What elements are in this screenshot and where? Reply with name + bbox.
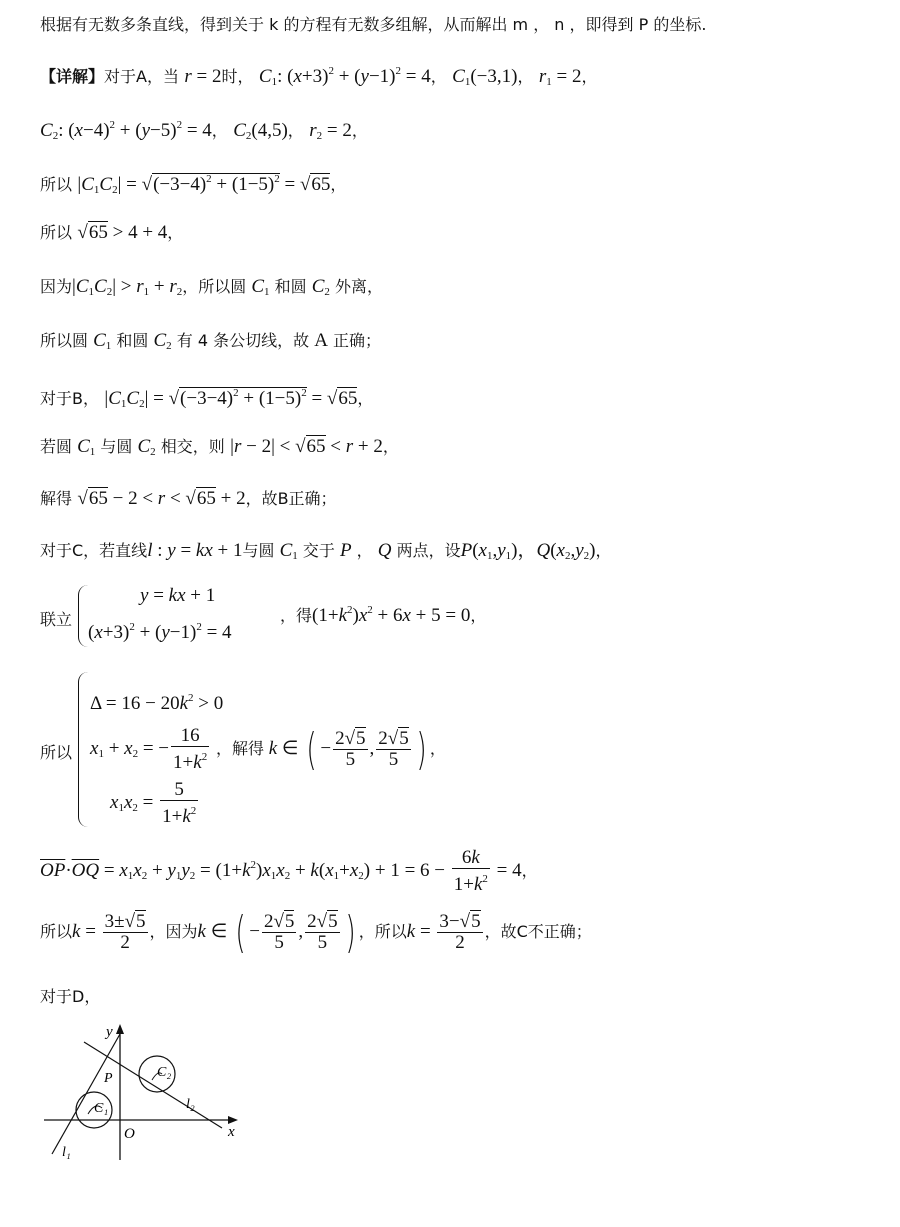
- intro-line: 根据有无数多条直线，得到关于 k 的方程有无数多组解，从而解出 m ， n ，即得到 P 的坐标.: [40, 15, 707, 34]
- item-c-k-final-prefix: ，所以: [358, 921, 407, 941]
- item-d-lead: 对于D，: [40, 987, 101, 1006]
- item-c-k-prefix: 所以: [40, 921, 73, 941]
- item-a-lead-suffix: 时，: [221, 67, 254, 86]
- label-p: P: [104, 1071, 113, 1086]
- item-b-solve-suffix: ，故B正确；: [245, 489, 337, 508]
- label-c1: C₁: [94, 1101, 109, 1116]
- item-a-circle1: $C_1$: $(x+3)^2 + (y-1)^2 = 4$: [258, 65, 431, 88]
- item-b-solve-prefix: 解得: [40, 489, 73, 508]
- y-axis-arrow: [116, 1024, 124, 1034]
- item-a-radius1: $r_1 = 2$: [538, 66, 582, 88]
- item-c-line-eq: l : y = kx + 1: [147, 540, 243, 561]
- label-l1: l₁: [62, 1145, 71, 1160]
- item-a-line4: 所以 √65 > 4 + 4，: [40, 222, 184, 243]
- item-c-conclusion: ，故C不正确；: [484, 921, 592, 941]
- item-b-solve-expr: √65 − 2 < r < √65 + 2: [77, 488, 246, 509]
- item-c-points: $P(x_1,y_1)$，$Q(x_2,y_2)$: [460, 540, 596, 562]
- item-b-intersect-expr: |r − 2| < √65 < r + 2: [230, 436, 383, 457]
- item-a-condition: r = 2: [184, 66, 222, 87]
- system1-result: ，得$(1+k^2)x^2 + 6x + 5 = 0$，: [280, 604, 487, 626]
- item-a-line3: 所以 $|C_1C_2| = √(-3-4)^2 + (1-5)^2 = √65$，: [40, 173, 347, 196]
- system1-row2: $(x+3)^2 + (y-1)^2 = 4$: [88, 621, 232, 643]
- label-y: y: [106, 1024, 113, 1040]
- item-a-line2: $C_2$: $(x-4)^2 + (y-5)^2 = 4$， $C_2(4,5)$， $r_2 = 2$，: [40, 119, 368, 142]
- item-c-line1: 对于C，若直线l : y = kx + 1与圆 $C_1$ 交于 P ， Q 两点，设$P(x_1,y_1)$，$Q(x_2,y_2)$，: [40, 540, 612, 562]
- item-a-conclusion: 所以圆 $C_1$ 和圆 $C_2$ 有 4 条公切线，故 A 正确；: [40, 330, 382, 352]
- item-b-line1: 对于B， $|C_1C_2| = √(-3-4)^2 + (1-5)^2 = √65$，: [40, 387, 374, 410]
- system2-sum: $x_1 + x_2$ = − $\frac{16}{1+k^2}$ ，解得 k ∈ ( − $\frac{2√5}{5}$ , $\frac{2√5}{5}$ ) ，: [90, 724, 446, 775]
- tangent-diagram: [40, 1022, 250, 1162]
- label-x: x: [228, 1124, 235, 1140]
- item-c-dot: $\overline{OP}\cdot\overline{OQ} = x_1x_2 + y_1y_2 = (1+k^2)x_1x_2 + k(x_1+x_2) + 1 = 6$ − $\frac{6k}{1+k^2}$ = 4，: [40, 847, 538, 895]
- item-a-circle2: $C_2$: $(x-4)^2 + (y-5)^2 = 4$: [40, 119, 212, 142]
- item-c-lead-mid: 与圆 $C_1$ 交于 P ， Q 两点，设: [242, 540, 461, 562]
- item-b-distance: $|C_1C_2| = √(-3-4)^2 + (1-5)^2 = √65$: [104, 387, 358, 410]
- item-b-line3: [40, 488, 880, 510]
- solution-tag: 【详解】: [40, 67, 105, 86]
- item-a-distance: $|C_1C_2| = √(-3-4)^2 + (1-5)^2 = √65$: [77, 173, 331, 196]
- x-axis-arrow: [228, 1116, 238, 1124]
- system2-brace: [78, 672, 89, 827]
- item-c-system1: [40, 585, 740, 649]
- item-c-k-because: ，因为: [149, 921, 198, 941]
- label-l2: l₂: [186, 1097, 195, 1112]
- label-origin: O: [124, 1126, 135, 1142]
- item-a-center1: $C_1(-3,1)$: [452, 66, 518, 88]
- system1-row1: y = kx + 1: [140, 585, 216, 606]
- item-b-lead: 对于B，: [40, 389, 99, 408]
- item-a-line5: [40, 276, 880, 303]
- item-c-system2: [40, 672, 840, 832]
- item-a-compare-prefix: 所以: [40, 223, 73, 242]
- label-c2: C₂: [157, 1065, 172, 1080]
- item-a-center2: $C_2(4,5)$: [233, 120, 288, 142]
- item-a-because: 因为: [40, 277, 73, 296]
- item-a-compare: √65 > 4 + 4: [77, 222, 168, 243]
- item-a-dist-prefix: 所以: [40, 175, 73, 194]
- item-a-line1: 【详解】对于A，当 r = 2时， $C_1$: $(x+3)^2 + (y-1)^2 = 4$， $C_1(-3,1)$， $r_1 = 2$，: [40, 65, 598, 88]
- item-c-lead: 对于C，若直线: [40, 541, 148, 560]
- system2-delta: $\Delta = 16 - 20k^2 > 0$: [90, 692, 224, 714]
- item-a-because-expr: $|C_1C_2| > r_1 + r_2$: [72, 276, 183, 298]
- item-c-combine-label: 联立: [40, 610, 73, 629]
- item-a-radius2: $r_2 = 2$: [309, 120, 352, 142]
- item-b-intersect: 若圆 $C_1$ 与圆 $C_2$ 相交，则: [40, 436, 225, 458]
- item-b-line2: 若圆 $C_1$ 与圆 $C_2$ 相交，则 |r − 2| < √65 < r + 2，: [40, 436, 399, 458]
- item-c-so-label: 所以: [40, 743, 73, 762]
- item-c-k-line: 所以k = $\frac{3\pm√5}{2}$ ，因为k ∈ ( − $\frac{2√5}{5}$ , $\frac{2√5}{5}$ ) ，所以k = $\frac{3-√5}{2}$ ，故C不正确；: [40, 906, 592, 958]
- system2-product: $x_1x_2$ = $\frac{5}{1+k^2}$: [110, 779, 197, 827]
- item-a-lead: 对于A，当: [104, 67, 179, 86]
- item-a-because-suffix: ，所以圆 $C_1$ 和圆 $C_2$ 外离，: [182, 276, 384, 298]
